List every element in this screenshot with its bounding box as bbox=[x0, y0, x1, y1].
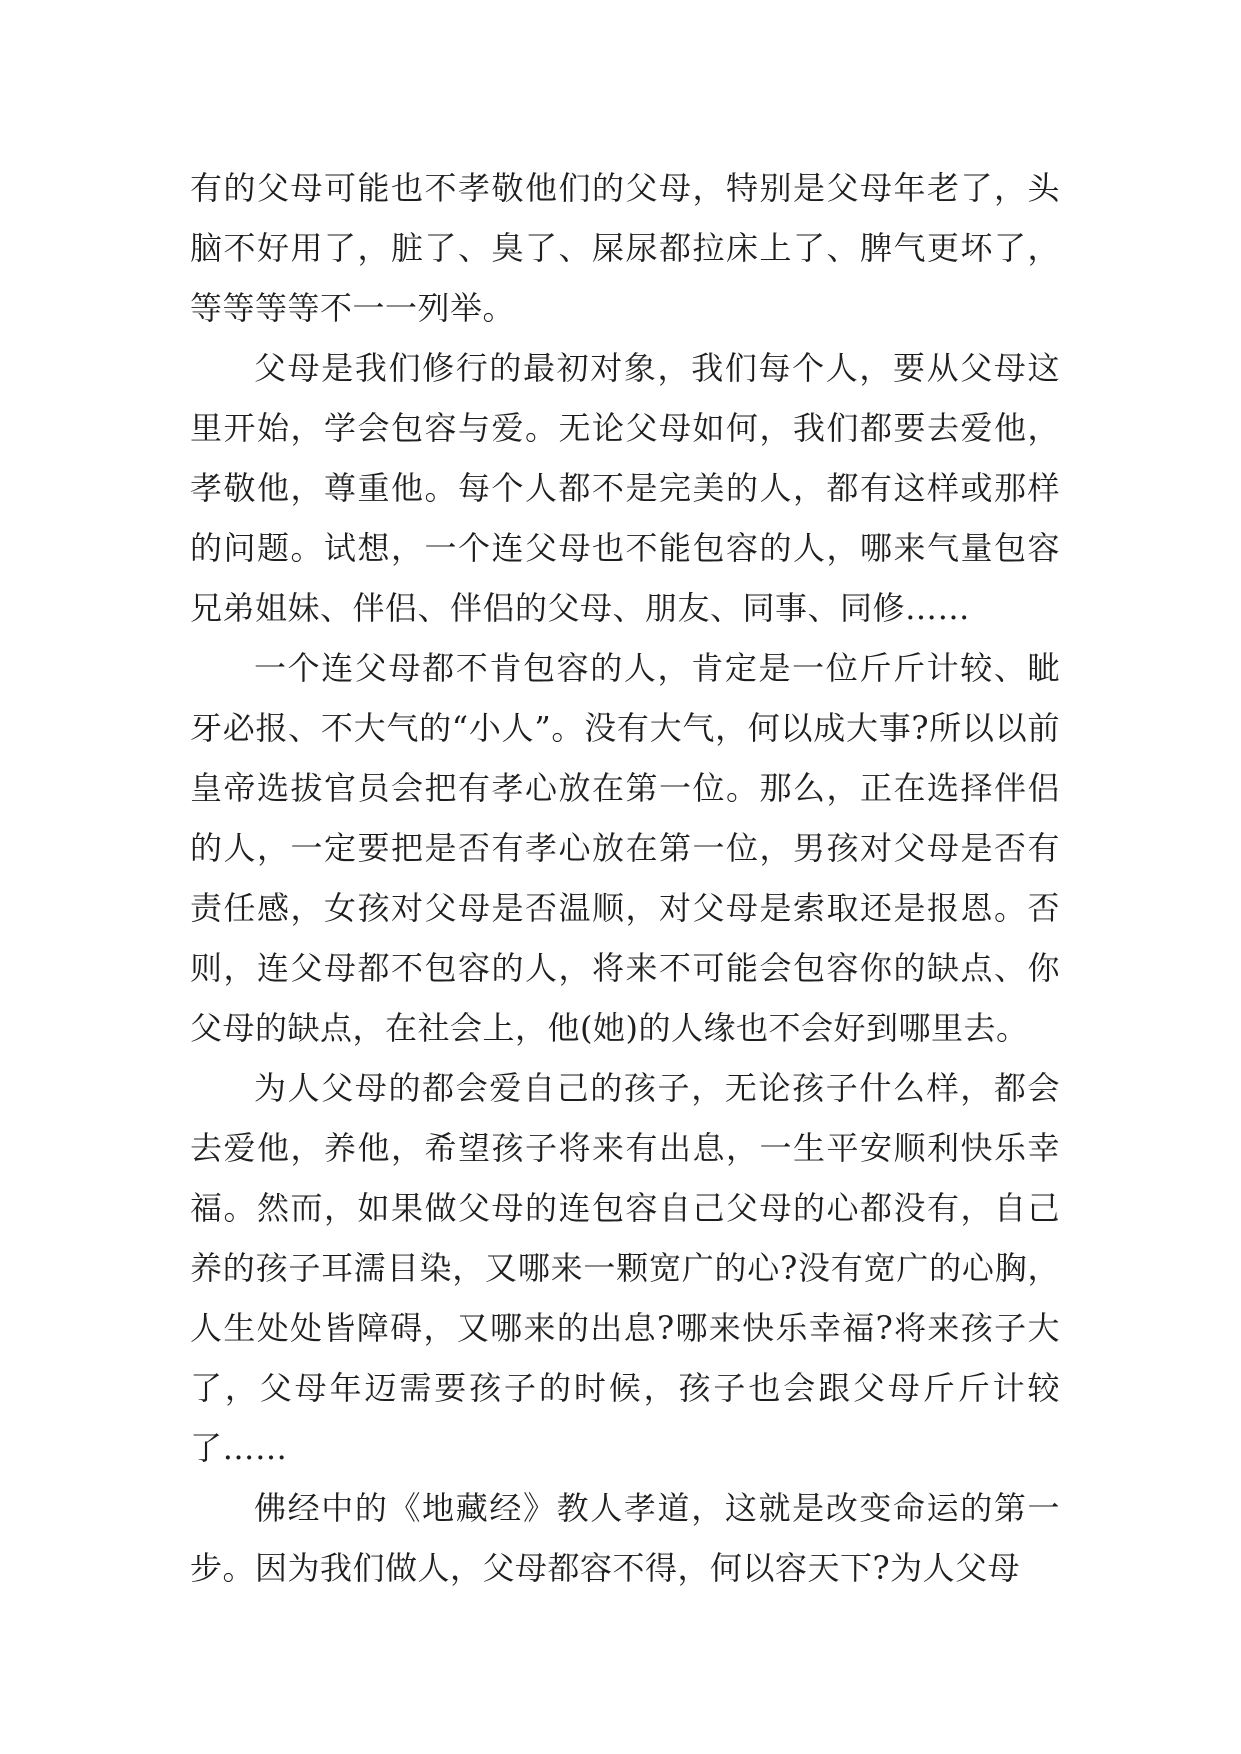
paragraph-4: 为人父母的都会爱自己的孩子，无论孩子什么样，都会去爱他，养他，希望孩子将来有出息，一生平安顺利快乐幸福。然而，如果做父母的连包容自己父母的心都没有，自己养的孩子耳濡目染，又哪来一颗宽广的心?没有宽广的心胸，人生处处皆障碍，又哪来的出息?哪来快乐幸福?将来孩子大了，父母年迈需要孩子的时候，孩子也会跟父母斤斤计较了…… bbox=[190, 1069, 1060, 1467]
paragraph-5: 佛经中的《地藏经》教人孝道，这就是改变命运的第一步。因为我们做人，父母都容不得，何以容天下?为人父母 bbox=[190, 1489, 1060, 1587]
document-body bbox=[190, 158, 1060, 1598]
paragraph-3: 一个连父母都不肯包容的人，肯定是一位斤斤计较、眦牙必报、不大气的“小人”。没有大气，何以成大事?所以以前皇帝选拔官员会把有孝心放在第一位。那么，正在选择伴侣的人，一定要把是否有孝心放在第一位，男孩对父母是否有责任感，女孩对父母是否温顺，对父母是索取还是报恩。否则，连父母都不包容的人，将来不可能会包容你的缺点、你父母的缺点，在社会上，他(她)的人缘也不会好到哪里去。 bbox=[190, 649, 1060, 1047]
paragraph-1: 有的父母可能也不孝敬他们的父母，特别是父母年老了，头脑不好用了，脏了、臭了、屎尿都拉床上了、脾气更坏了，等等等等不一一列举。 bbox=[190, 169, 1060, 327]
paragraph-2: 父母是我们修行的最初对象，我们每个人，要从父母这里开始，学会包容与爱。无论父母如何，我们都要去爱他，孝敬他，尊重他。每个人都不是完美的人，都有这样或那样的问题。试想，一个连父母也不能包容的人，哪来气量包容兄弟姐妹、伴侣、伴侣的父母、朋友、同事、同修…… bbox=[190, 349, 1060, 627]
